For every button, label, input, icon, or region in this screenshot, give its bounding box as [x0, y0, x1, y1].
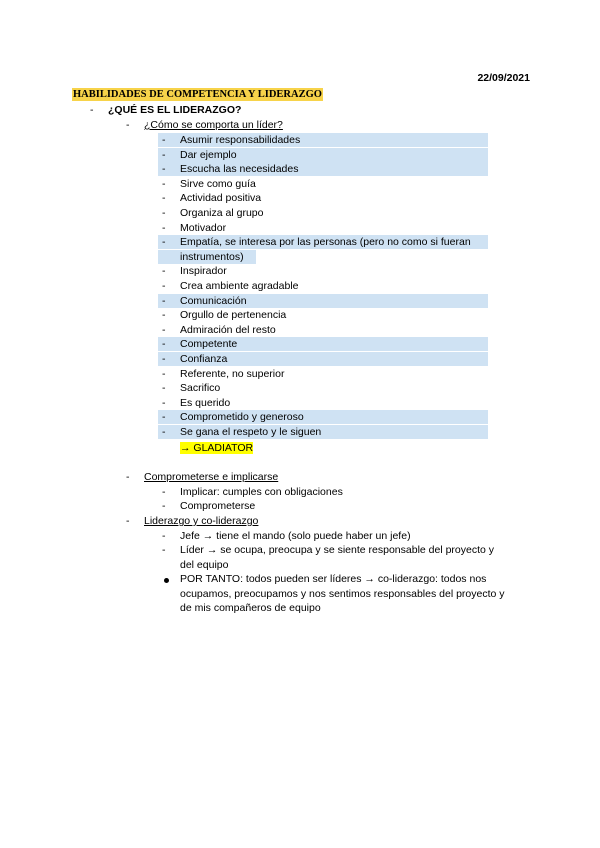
subheading-q3: Liderazgo y co-liderazgo	[144, 515, 259, 527]
list-dash: -	[162, 207, 166, 219]
list-dash: -	[162, 236, 166, 248]
list-item: Implicar: cumples con obligaciones	[180, 486, 343, 498]
bullet-line: de mis compañeros de equipo	[180, 602, 321, 614]
list-item: Orgullo de pertenencia	[180, 309, 287, 321]
list-item: Organiza al grupo	[180, 207, 264, 219]
gladiator-note	[180, 442, 253, 455]
list-dash: -	[162, 368, 166, 380]
subheading-q2: Comprometerse e implicarse	[144, 471, 279, 483]
list-dash: -	[162, 149, 166, 161]
list-dash: -	[162, 382, 166, 394]
list-dash: -	[162, 486, 166, 498]
list-dash: -	[162, 192, 166, 204]
section-dash: -	[90, 104, 94, 116]
subheading-dash: -	[126, 515, 130, 527]
list-item: Referente, no superior	[180, 368, 285, 380]
list-item: Asumir responsabilidades	[180, 134, 301, 146]
list-item: Escucha las necesidades	[180, 163, 299, 175]
list-item: Líder → se ocupa, preocupa y se siente responsable del proyecto y	[180, 544, 495, 556]
list-item: Inspirador	[180, 265, 227, 277]
section-heading: ¿QUÉ ES EL LIDERAZGO?	[108, 104, 242, 116]
list-dash: -	[162, 353, 166, 365]
subheading-dash: -	[126, 119, 130, 131]
list-item: Comunicación	[180, 295, 247, 307]
bullet-icon	[164, 578, 169, 583]
list-dash: -	[162, 397, 166, 409]
list-item: Competente	[180, 338, 238, 350]
list-item: Crea ambiente agradable	[180, 280, 299, 292]
list-dash: -	[162, 530, 166, 542]
list-dash: -	[162, 178, 166, 190]
list-item: Jefe → tiene el mando (solo puede haber un jefe)	[180, 530, 411, 542]
list-item: Confianza	[180, 353, 228, 365]
list-dash: -	[162, 280, 166, 292]
list-dash: -	[162, 295, 166, 307]
list-item: Motivador	[180, 222, 227, 234]
bullet-line: POR TANTO: todos pueden ser líderes → co-liderazgo: todos nos	[180, 573, 487, 585]
list-item: Empatía, se interesa por las personas (pero no como si fueran	[180, 236, 471, 248]
list-item: Comprometido y generoso	[180, 411, 304, 423]
gladiator-label: → GLADIATOR	[180, 442, 254, 454]
list-item-continuation: instrumentos)	[180, 251, 244, 263]
list-dash: -	[162, 324, 166, 336]
list-dash: -	[162, 338, 166, 350]
list-dash: -	[162, 309, 166, 321]
list-item: Sirve como guía	[180, 178, 256, 190]
list-dash: -	[162, 411, 166, 423]
document-date: 22/09/2021	[477, 72, 530, 84]
list-item: Comprometerse	[180, 500, 256, 512]
list-item: Sacrifico	[180, 382, 221, 394]
list-item: Dar ejemplo	[180, 149, 237, 161]
bullet-line: ocupamos, preocupamos y nos sentimos responsables del proyecto y	[180, 588, 505, 600]
list-dash: -	[162, 500, 166, 512]
list-item-continuation: del equipo	[180, 559, 229, 571]
list-dash: -	[162, 134, 166, 146]
list-item: Admiración del resto	[180, 324, 276, 336]
subheading-q1: ¿Cómo se comporta un líder?	[144, 119, 283, 131]
list-dash: -	[162, 163, 166, 175]
list-item: Es querido	[180, 397, 231, 409]
list-item: Actividad positiva	[180, 192, 262, 204]
subheading-dash: -	[126, 471, 130, 483]
list-dash: -	[162, 544, 166, 556]
list-item: Se gana el respeto y le siguen	[180, 426, 322, 438]
list-dash: -	[162, 265, 166, 277]
list-dash: -	[162, 426, 166, 438]
list-dash: -	[162, 222, 166, 234]
document-title: HABILIDADES DE COMPETENCIA Y LIDERAZGO	[73, 89, 322, 100]
